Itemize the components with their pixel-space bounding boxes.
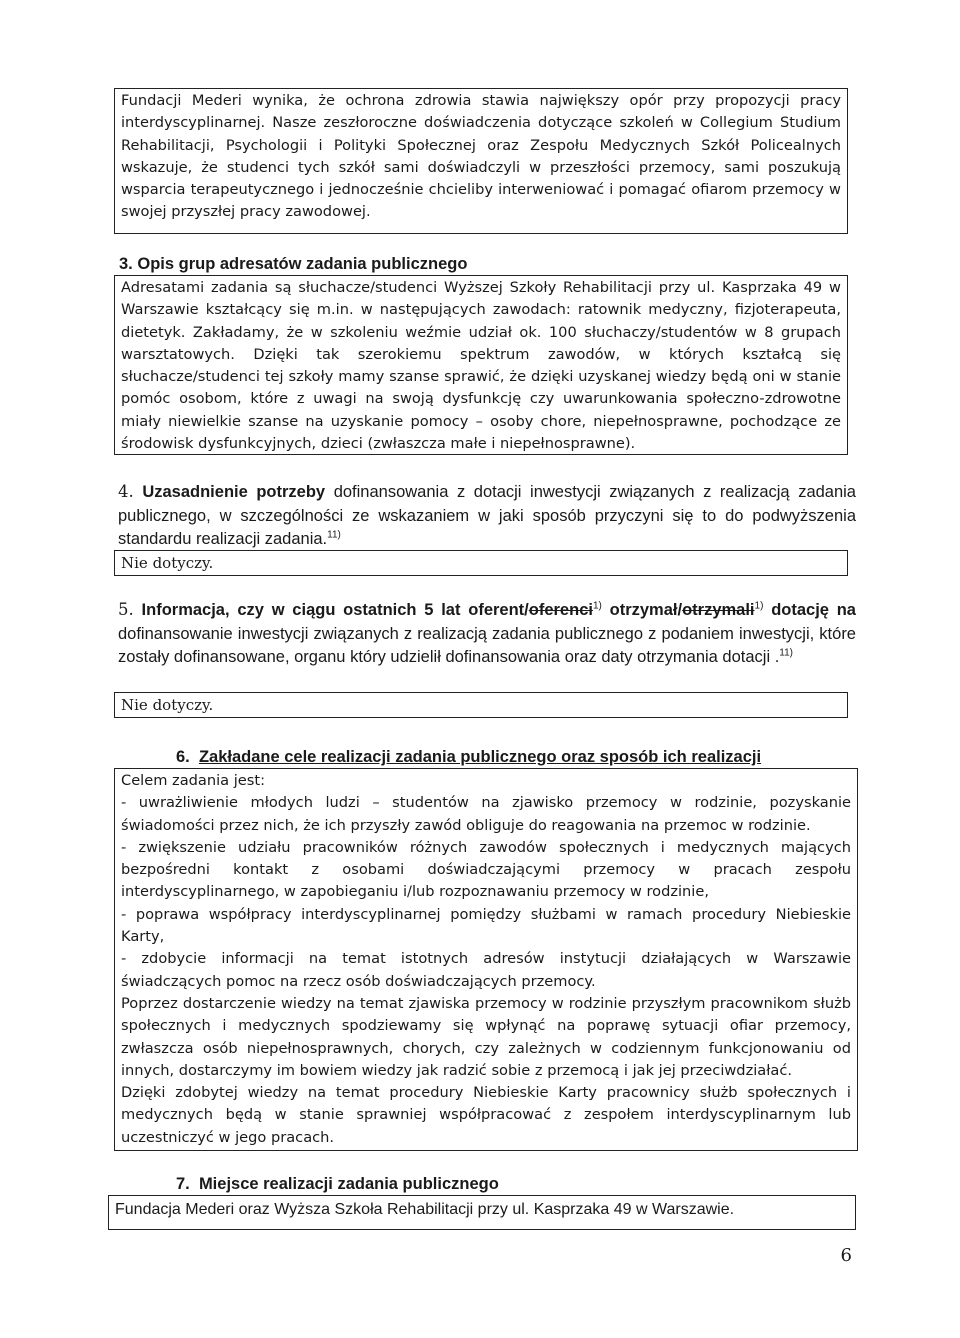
section-6-lead: Celem zadania jest: (121, 772, 266, 789)
section-3-title: Opis grup adresatów zadania publicznego (137, 255, 468, 273)
section-4-title-bold: Uzasadnienie potrzeby (142, 483, 326, 501)
section-6-box (114, 768, 858, 1151)
section-5-bold-1: Informacja, czy w ciągu ostatnich 5 lat oferent/ (141, 601, 529, 619)
section-4-number: 4. (118, 482, 134, 501)
section-6-para-2: Dzięki zdobytej wiedzy na temat procedury Niebieskie Karty pracownicy służb społecznych i medycznych będą w stanie sprawniej współpracować z zespołem interdyscyplinarnym lub uczestniczyć w jego pracach. (121, 1084, 851, 1146)
section-6-number: 6. (176, 748, 190, 766)
section-5-bold-3: dotację na (763, 601, 856, 619)
section-5-footnote: 11) (779, 647, 794, 659)
section-6-item: - uwrażliwienie młodych ludzi – studentów na zjawisko przemocy w rodzinie, pozyskanie świadomości przez nich, że ich przyszły zawód obliguje do reagowania na przemoc w rodzinie. (121, 794, 851, 834)
section-5-sup-2: 1) (754, 600, 764, 612)
section-5-bold-strike-1: oferenci (528, 601, 593, 619)
section-4-text (118, 480, 856, 552)
section-4-answer-box (114, 550, 848, 576)
section-6-para-1: Poprzez dostarczenie wiedzy na temat zjawiska przemocy w rodzinie przyszłym pracownikom służb społecznych i medycznych spodziewamy się wpłynąć na poprawę sytuacji ofiar przemocy, zwłaszcza osób niepełnosprawnych, chorych, czy zależnych w codziennym funkcjonowaniu od innych, dostarczymy im bowiem wiedzy jak radzić sobie z przemocą i jak jej przeciwdziałać. (121, 994, 851, 1079)
section-5-answer: Nie dotyczy. (121, 696, 214, 714)
section-5-text (118, 598, 856, 670)
section-5-answer-box (114, 692, 848, 718)
section-6-item: - zwiększenie udziału pracowników różnych zawodów społecznych i medycznych mających bezpośredni kontakt z osobami doświadczającymi przemocy w pracach zespołu interdyscyplinarnego, w zapobieganiu i/lub rozpoznawaniu przemocy w rodzinie, (121, 838, 851, 901)
section-7-heading (176, 1173, 499, 1195)
intro-text: Fundacji Mederi wynika, że ochrona zdrowia stawia największy opór przy propozycji pracy interdyscyplinarnej. Nasze zeszłoroczne doświadczenia dotyczące szkoleń w Collegium Studium Rehabilitacji, Psychologii i Polityki Społecznej oraz Zespołu Medycznych Szkół Policealnych wskazuje, że studenci tych szkół sami doświadczyli w przeszłości przemocy, sami poszukują wsparcia terapeutycznego i jednocześnie chcieliby interweniować i pomagać ofiarom przemocy w swojej przyszłej pracy zawodowej. (121, 92, 841, 221)
section-4-footnote: 11) (327, 529, 341, 541)
section-6-item: - zdobycie informacji na temat istotnych adresów instytucji działających w Warszawie świadczących pomoc na rzecz osób doświadczających przemocy. (121, 950, 851, 990)
section-7-answer: Fundacja Mederi oraz Wyższa Szkoła Rehabilitacji przy ul. Kasprzaka 49 w Warszawie. (115, 1201, 735, 1218)
section-4-title-rest: dofinansowania z dotacji inwestycji związanych z realizacją zadania publicznego, w szczególności ze wskazaniem w jaki sposób przyczyni się to do podwyższenia standardu realizacji zadania. (118, 483, 856, 548)
section-5-number: 5. (118, 600, 134, 619)
section-6-heading (176, 746, 761, 768)
section-5-bold-2: otrzymał/ (601, 601, 683, 619)
section-7-number: 7. (176, 1175, 190, 1193)
section-3-text: Adresatami zadania są słuchacze/studenci Wyższej Szkoły Rehabilitacji przy ul. Kasprzaka 49 w Warszawie kształcący się m.in. w następujących zawodach: ratownik medyczny, fizjoterapeuta, dietetyk. Zakładamy, że w szkoleniu weźmie udział ok. 100 słuchaczy/studentów w 8 grupach warsztatowych. Dzięki tak szerokiemu spektrum zawodów, w których kształcą się słuchacze/studenci tej szkoły mamy szanse sprawić, że dzięki uzyskanej wiedzy będą oni w stanie pomóc osobom, które z uwagi na swoją dysfunkcję czy uwarunkowania społeczno-zdrowotne miały niewielkie szanse na uzyskanie pomocy – osoby chore, niepełnosprawne, pochodzące ze środowisk dysfunkcyjnych, dzieci (zwłaszcza małe i niepełnosprawne). (121, 279, 841, 453)
section-5-bold-strike-2: otrzymali (682, 601, 755, 619)
intro-text-box (114, 88, 848, 234)
section-6-item: - poprawa współpracy interdyscyplinarnej pomiędzy służbami w ramach procedury Niebieskie Karty, (121, 905, 851, 946)
section-3-box (114, 275, 848, 455)
section-4-answer: Nie dotyczy. (121, 554, 214, 572)
section-5-rest: dofinansowanie inwestycji związanych z realizacją zadania publicznego z podaniem inwestycji, które zostały dofinansowane, organu który udzielił dofinansowania oraz daty otrzymania dotacji . (118, 624, 856, 666)
section-7-box (108, 1195, 856, 1230)
page-number: 6 (840, 1245, 852, 1266)
section-7-title: Miejsce realizacji zadania publicznego (198, 1175, 499, 1193)
section-6-title: Zakładane cele realizacji zadania publicznego oraz sposób ich realizacji (198, 748, 762, 766)
section-3-number: 3. (119, 255, 133, 273)
section-3-heading (119, 253, 467, 275)
section-5-sup-1: 1) (592, 600, 602, 612)
